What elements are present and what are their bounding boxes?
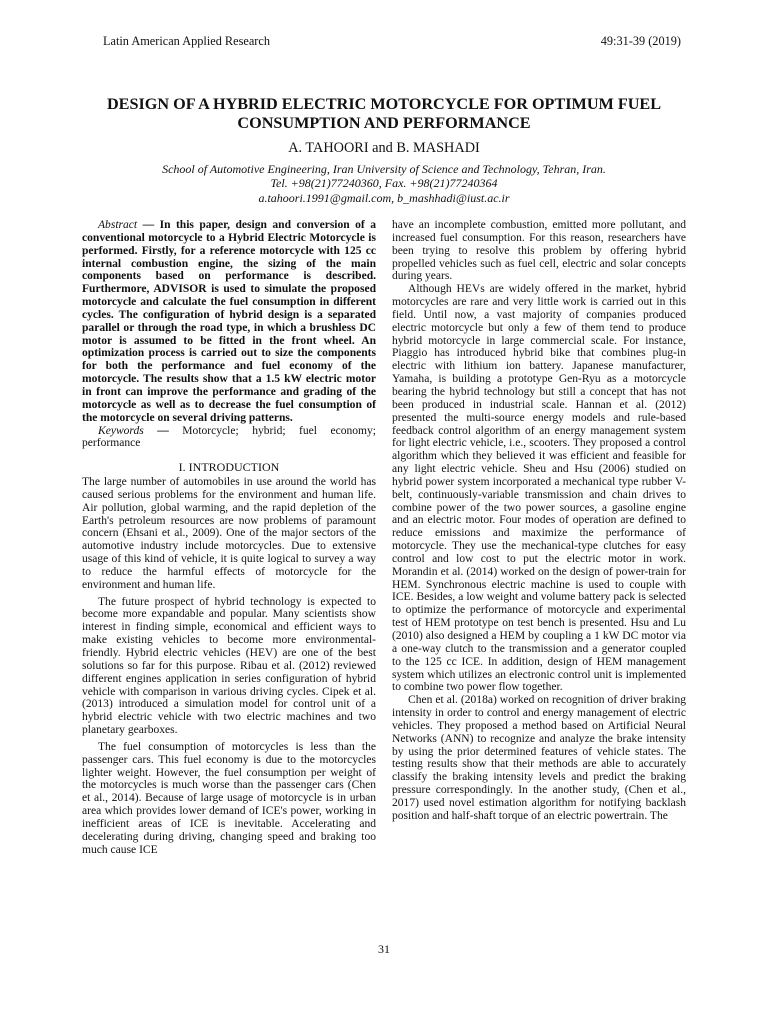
affiliation-school: School of Automotive Engineering, Iran University of Science and Technology, Tehran, Iran.: [162, 162, 606, 176]
abstract-label: Abstract: [98, 219, 138, 231]
abstract-dash: —: [137, 219, 160, 231]
paragraph-intro-3: The fuel consumption of motorcycles is less than the passenger cars. This fuel economy is due to the motorcycles lighter weight. However, the fuel consumption per weight of the motorcycles is much worse than the passenger cars (Chen et al., 2014). Because of large usage of motorcycle is in urban area which provides lower demand of ICE's power, working in inefficient areas of ICE is inevitable. Accelerating and decelerating during driving, changing speed and braking too much cause ICE: [82, 740, 376, 856]
paragraph-intro-2: The future prospect of hybrid technology is expected to become more expandable and popular. Many scientists show interest in finding simple, economical and efficient ways to make existing vehicles to become more environmental-friendly. Hybrid electric vehicles (HEV) are one of the best solutions so far for this purpose. Ribau et al. (2012) reviewed different engines application in series configuration of hybrid vehicle with comparison in various driving cycles. Cipek et al. (2013) introduced a simulation model for control unit of a hybrid electric vehicle with two electric machines and two planetary gearboxes.: [82, 595, 376, 737]
keywords-dash: —: [143, 424, 183, 437]
right-column: [392, 219, 686, 823]
page-number: 31: [378, 942, 390, 956]
abstract: [82, 219, 376, 425]
paragraph-right-1: have an incomplete combustion, emitted more pollutant, and increased fuel consumption. For this reason, researchers have been trying to resolve this problem by offering hybrid propelled vehicles such as fuel cell, electric and solar concepts during years.: [392, 219, 686, 283]
left-column: [82, 219, 376, 857]
abstract-text: In this paper, design and conversion of a conventional motorcycle to a Hybrid Electric Motorcycle is performed. Firstly, for a reference motorcycle with 125 cc internal combustion engine, the sizing of the main components based on performance is described. Furthermore, ADVISOR is used to simulate the proposed motorcycle and calculate the fuel consumption in different cycles. The configuration of hybrid design is a separated parallel or through the road type, in which a brushless DC motor is assumed to be fitted in the front wheel. An optimization process is carried out to size the components for both the performance and fuel economy of the motorcycle. The results show that a 1.5 kW electric motor in front can improve the performance and grading of the motorcycle as well as to decrease the fuel consumption of the motorcycle on several driving patterns.: [82, 219, 376, 424]
authors: A. TAHOORI and B. MASHADI: [288, 140, 480, 156]
paragraph-intro-1: The large number of automobiles in use around the world has caused serious problems for the environment and human life. Air pollution, global warming, and the rapid depletion of the Earth's petroleum resources are now problems of paramount concern (Ehsani et al., 2009). One of the major sectors of the automotive industry include motorcycles. Due to extensive usage of this kind of vehicle, it is quite logical to survey a way to reduce the harmful effects of motorcycle for the environment and human life.: [82, 476, 376, 591]
paragraph-right-2: Although HEVs are widely offered in the market, hybrid motorcycles are rare and very little work is carried out in this field. Until now, a vast majority of companies produced electric motorcycle but only a few of them tend to produce hybrid motorcycle in large commercial scale. For instance, Piaggio has introduced hybrid bike that combines plug-in electric with lithium ion battery. Japanese manufacturer, Yamaha, is building a prototype Gen-Ryu as a motorcycle bearing the hybrid technology but still a concept that has not been produced in industrial scale. Hannan et al. (2012) presented the multi-source energy models and rule-based feedback control algorithm of an energy management system for light electric vehicle, i.e., scooters. They proposed a control algorithm which they believed it was efficient and feasible for any light electric vehicle. Sheu and Hsu (2006) studied on hybrid power system incorporated a mechanical type rubber V-belt, continuously-variable transmission and chain drives to combine power of the two power sources, a gasoline engine and an electric motor. Four modes of operation are defined to reduce emissions and maximize the performance of motorcycle. They use the mechanical-type clutches for easy control and low cost to put the electric motor in work. Morandin et al. (2014) worked on the design of power-train for HEM. Synchronous electric machine is used to couple with ICE. Besides, a low weight and volume battery pack is selected to optimize the performance of motorcycle and experimental test of HEM prototype on test bench is presented. Hsu and Lu (2010) also designed a HEM by coupling a 1 kW DC motor via a one-way clutch to the transmission and a generator coupled to the 125 cc ICE. In addition, design of HEM management system which utilizes an electronic control unit is implemented to combine two power flow together.: [392, 283, 686, 694]
affiliation-emails: a.tahoori.1991@gmail.com, b_mashhadi@iust.ac.ir: [258, 190, 510, 205]
keywords-text: Motorcycle; hybrid; fuel economy; performance: [82, 424, 376, 450]
affiliation-phone: Tel. +98(21)77240360, Fax. +98(21)77240364: [270, 176, 498, 191]
keywords: [82, 425, 376, 451]
affiliation-block: [0, 162, 768, 205]
paper-title: DESIGN OF A HYBRID ELECTRIC MOTORCYCLE FOR OPTIMUM FUEL CONSUMPTION AND PERFORMANCE: [106, 95, 662, 132]
paragraph-right-3: Chen et al. (2018a) worked on recognition of driver braking intensity in order to control and energy management of electric vehicles. They proposed a method based on Artificial Neural Networks (ANN) to recognize and analyze the brake intensity by using the prior determined features of vehicle states. The testing results show that their methods are able to accurately classify the braking intensity levels and predict the braking pressure correspondingly. In the another study, (Chen et al., 2017) used novel estimation algorithm for notifying backlash position and half-shaft torque of an electric powertrain. The: [392, 694, 686, 822]
section-heading-introduction: I. INTRODUCTION: [178, 460, 280, 475]
journal-name: Latin American Applied Research: [103, 34, 270, 48]
keywords-label: Keywords: [98, 424, 144, 437]
volume-info: 49:31-39 (2019): [600, 34, 681, 48]
